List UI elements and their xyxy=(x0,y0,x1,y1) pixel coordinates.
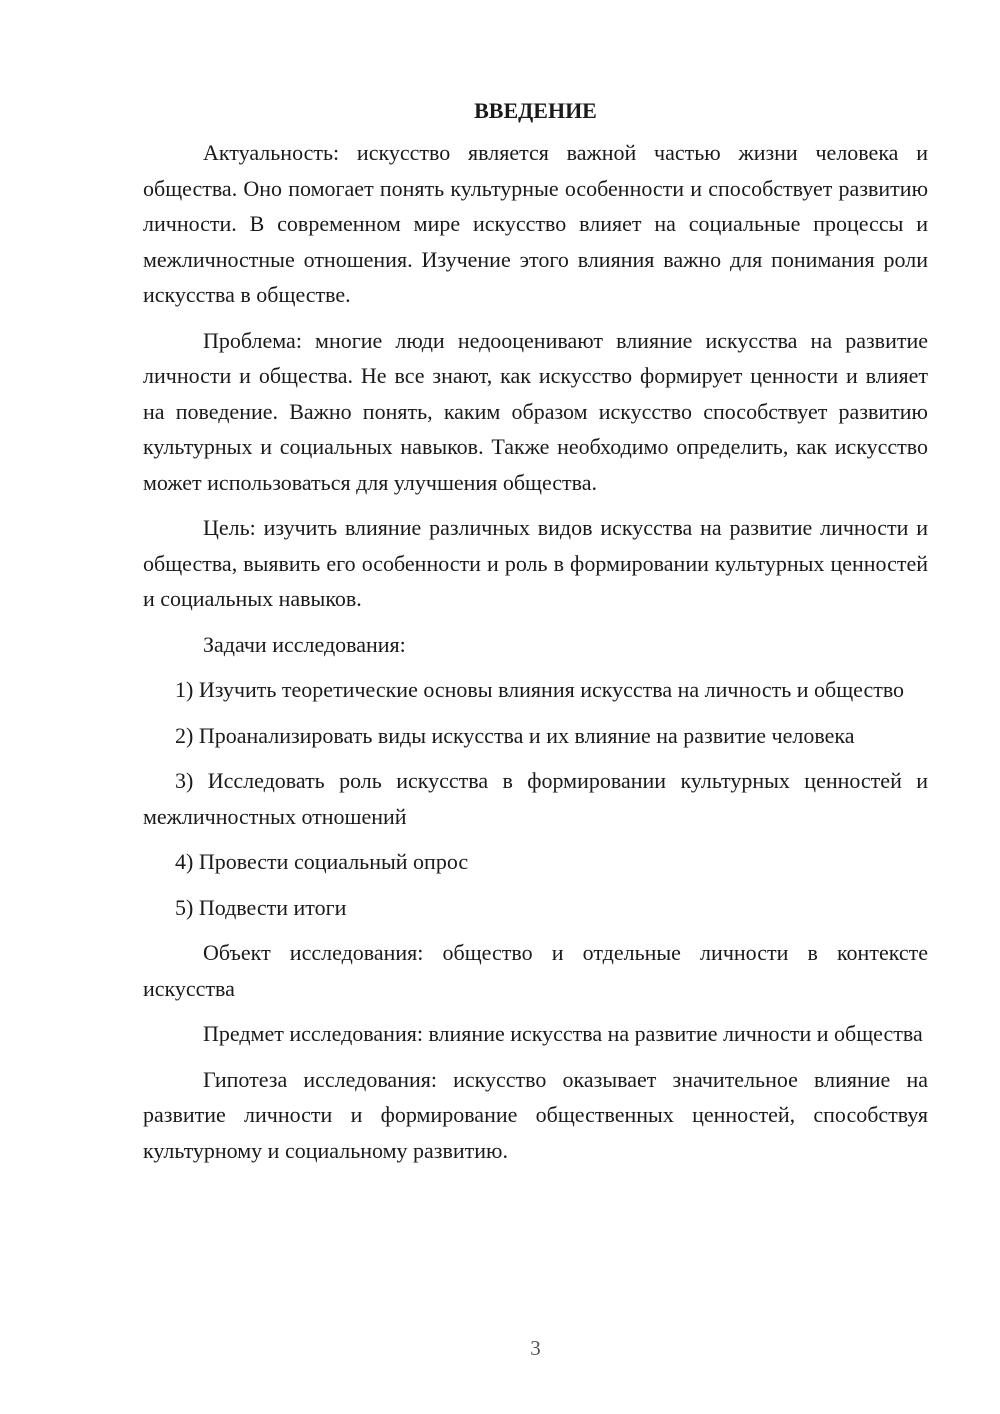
object-paragraph: Объект исследования: общество и отдельные личности в контексте искусства xyxy=(143,940,928,1001)
section-title: ВВЕДЕНИЕ xyxy=(474,98,597,123)
tasks-heading: Задачи исследования: xyxy=(203,631,406,657)
page-number: 3 xyxy=(530,1336,541,1360)
goal-paragraph: Цель: изучить влияние различных видов искусства на развитие личности и общества, выявить его особенности и роль в формировании культурных ценностей и социальных навыков. xyxy=(143,515,928,611)
subject-paragraph: Предмет исследования: влияние искусства на развитие личности и общества xyxy=(203,1021,923,1046)
hypothesis-paragraph: Гипотеза исследования: искусство оказывает значительное влияние на развитие личности и формирование общественных ценностей, способствуя культурному и социальному развитию. xyxy=(143,1066,928,1163)
problem-paragraph: Проблема: многие люди недооценивают влияние искусства на развитие личности и общества. Не все знают, как искусство формирует ценности и влияет на поведение. Важно понять, каким образом искусство способствует развитию культурных и социальных навыков. Также необходимо определить, как искусство может использоваться для улучшения общества. xyxy=(143,327,928,495)
task-item: 5) Подвести итоги xyxy=(175,894,347,920)
task-item: 1) Изучить теоретические основы влияния искусства на личность и общество xyxy=(175,677,905,702)
relevance-paragraph: Актуальность: искусство является важной частью жизни человека и общества. Оно помогает понять культурные особенности и способствует развитию личности. В современном мире искусство влияет на социальные процессы и межличностные отношения. Изучение этого влияния важно для понимания роли искусства в обществе. xyxy=(143,140,928,307)
task-item: 2) Проанализировать виды искусства и их влияние на развитие человека xyxy=(175,722,855,748)
task-item: 3) Исследовать роль искусства в формировании культурных ценностей и межличностных отношений xyxy=(143,768,928,829)
page-content xyxy=(143,96,928,1168)
task-item: 4) Провести социальный опрос xyxy=(175,849,469,874)
